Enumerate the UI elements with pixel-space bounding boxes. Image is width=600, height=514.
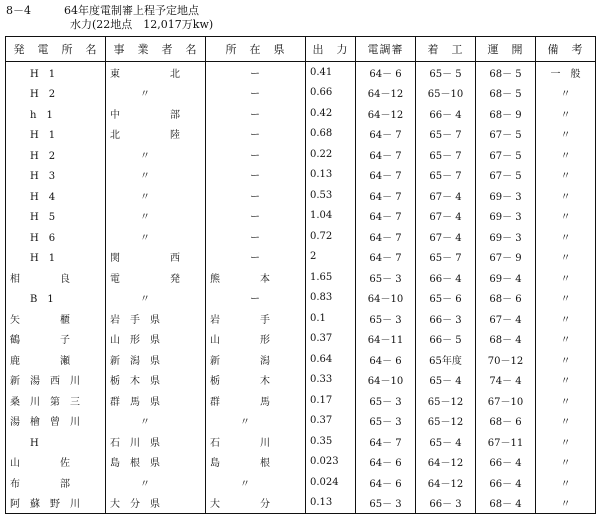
prefecture-cell: ー	[206, 124, 306, 145]
output-cell: 1.65	[306, 267, 356, 288]
table-row	[6, 103, 596, 124]
prefecture-cell: 群 馬	[206, 390, 306, 411]
plant-name-cell: H 2	[6, 83, 106, 104]
operator-cell: 〃	[106, 411, 206, 432]
remarks-cell: 〃	[536, 493, 596, 514]
operator-cell: 〃	[106, 472, 206, 493]
start-date-cell: 66－ 5	[416, 329, 476, 350]
council-date-cell: 64－11	[356, 329, 416, 350]
output-cell: 0.64	[306, 349, 356, 370]
output-cell: 0.17	[306, 390, 356, 411]
remarks-cell: 〃	[536, 124, 596, 145]
table-row	[6, 247, 596, 268]
output-cell: 0.37	[306, 329, 356, 350]
council-date-cell: 64－ 7	[356, 144, 416, 165]
remarks-cell: 〃	[536, 308, 596, 329]
council-date-cell: 65－ 3	[356, 411, 416, 432]
operation-date-cell: 67－ 4	[476, 308, 536, 329]
prefecture-cell: 島 根	[206, 452, 306, 473]
council-date-cell: 64－ 7	[356, 185, 416, 206]
operation-date-cell: 67－ 9	[476, 247, 536, 268]
operator-cell: 〃	[106, 83, 206, 104]
output-cell: 0.72	[306, 226, 356, 247]
table-row	[6, 144, 596, 165]
council-date-cell: 64－ 7	[356, 226, 416, 247]
remarks-cell: 〃	[536, 226, 596, 247]
operator-cell: 〃	[106, 185, 206, 206]
output-cell: 0.024	[306, 472, 356, 493]
plant-name-cell: 矢 櫃	[6, 308, 106, 329]
start-date-cell: 66－ 4	[416, 103, 476, 124]
plant-name-cell: H 1	[6, 247, 106, 268]
council-date-cell: 64－ 7	[356, 206, 416, 227]
prefecture-cell: ー	[206, 185, 306, 206]
operation-date-cell: 68－ 6	[476, 288, 536, 309]
council-date-cell: 64－12	[356, 103, 416, 124]
plant-name-cell: B 1	[6, 288, 106, 309]
remarks-cell: 〃	[536, 185, 596, 206]
table-row	[6, 431, 596, 452]
prefecture-cell: ー	[206, 103, 306, 124]
remarks-cell: 〃	[536, 349, 596, 370]
operation-date-cell: 66－ 4	[476, 472, 536, 493]
operator-cell: 東 北	[106, 62, 206, 83]
council-date-cell: 64－12	[356, 83, 416, 104]
prefecture-cell: 岩 手	[206, 308, 306, 329]
remarks-cell: 〃	[536, 390, 596, 411]
col-header-remarks: 備 考	[536, 37, 596, 62]
plant-name-cell: 阿 蘇 野 川	[6, 493, 106, 514]
council-date-cell: 64－ 6	[356, 452, 416, 473]
remarks-cell: 〃	[536, 247, 596, 268]
remarks-cell: 一 般	[536, 62, 596, 83]
prefecture-cell: 新 潟	[206, 349, 306, 370]
operation-date-cell: 68－ 5	[476, 83, 536, 104]
operator-cell: 岩 手 県	[106, 308, 206, 329]
plant-name-cell: 鹿 瀬	[6, 349, 106, 370]
operation-date-cell: 74－ 4	[476, 370, 536, 391]
col-header-start: 着 工	[416, 37, 476, 62]
remarks-cell: 〃	[536, 83, 596, 104]
col-header-operation: 運 開	[476, 37, 536, 62]
plant-name-cell: H	[6, 431, 106, 452]
operation-date-cell: 68－ 9	[476, 103, 536, 124]
operation-date-cell: 68－ 5	[476, 62, 536, 83]
council-date-cell: 64－ 6	[356, 62, 416, 83]
prefecture-cell: ー	[206, 144, 306, 165]
operator-cell: 新 潟 県	[106, 349, 206, 370]
operator-cell: 〃	[106, 165, 206, 186]
output-cell: 0.023	[306, 452, 356, 473]
table-row	[6, 165, 596, 186]
operation-date-cell: 69－ 3	[476, 206, 536, 227]
operation-date-cell: 70－12	[476, 349, 536, 370]
plant-name-cell: H 6	[6, 226, 106, 247]
prefecture-cell: ー	[206, 83, 306, 104]
col-header-prefecture: 所 在 県	[206, 37, 306, 62]
operator-cell: 〃	[106, 226, 206, 247]
council-date-cell: 64－ 6	[356, 349, 416, 370]
operator-cell: 電 発	[106, 267, 206, 288]
table-row	[6, 206, 596, 227]
col-header-council: 電調審	[356, 37, 416, 62]
council-date-cell: 64－ 7	[356, 247, 416, 268]
plant-name-cell: H 1	[6, 62, 106, 83]
output-cell: 0.83	[306, 288, 356, 309]
output-cell: 0.37	[306, 411, 356, 432]
start-date-cell: 65－ 7	[416, 247, 476, 268]
output-cell: 0.66	[306, 83, 356, 104]
table-number: 8－4	[6, 4, 31, 17]
output-cell: 1.04	[306, 206, 356, 227]
table-row	[6, 62, 596, 83]
table-row	[6, 185, 596, 206]
plant-name-cell: 山 佐	[6, 452, 106, 473]
plant-name-cell: h 1	[6, 103, 106, 124]
start-date-cell: 67－ 4	[416, 206, 476, 227]
table-row	[6, 411, 596, 432]
prefecture-cell: ー	[206, 247, 306, 268]
council-date-cell: 65－ 3	[356, 267, 416, 288]
operation-date-cell: 69－ 3	[476, 185, 536, 206]
start-date-cell: 66－ 3	[416, 308, 476, 329]
operator-cell: 関 西	[106, 247, 206, 268]
plant-name-cell: 新 湯 西 川	[6, 370, 106, 391]
table-row	[6, 472, 596, 493]
operation-date-cell: 67－11	[476, 431, 536, 452]
remarks-cell: 〃	[536, 411, 596, 432]
start-date-cell: 65－ 4	[416, 370, 476, 391]
remarks-cell: 〃	[536, 329, 596, 350]
council-date-cell: 65－ 3	[356, 308, 416, 329]
remarks-cell: 〃	[536, 452, 596, 473]
output-cell: 0.1	[306, 308, 356, 329]
hydro-sites-table	[5, 36, 596, 514]
output-cell: 2	[306, 247, 356, 268]
prefecture-cell: 山 形	[206, 329, 306, 350]
remarks-cell: 〃	[536, 267, 596, 288]
operator-cell: 〃	[106, 288, 206, 309]
operator-cell: 中 部	[106, 103, 206, 124]
col-header-plant: 発 電 所 名	[6, 37, 106, 62]
plant-name-cell: 相 良	[6, 267, 106, 288]
table-row	[6, 83, 596, 104]
council-date-cell: 64－ 7	[356, 431, 416, 452]
prefecture-cell: ー	[206, 226, 306, 247]
plant-name-cell: 鶴 子	[6, 329, 106, 350]
plant-name-cell: 桑 川 第 三	[6, 390, 106, 411]
operation-date-cell: 67－10	[476, 390, 536, 411]
header-row	[6, 37, 596, 62]
output-cell: 0.22	[306, 144, 356, 165]
prefecture-cell: ー	[206, 288, 306, 309]
council-date-cell: 64－ 7	[356, 124, 416, 145]
council-date-cell: 64－ 6	[356, 472, 416, 493]
start-date-cell: 66－ 4	[416, 267, 476, 288]
prefecture-cell: 〃	[206, 411, 306, 432]
remarks-cell: 〃	[536, 431, 596, 452]
table-row	[6, 493, 596, 514]
table-caption	[6, 5, 199, 17]
operation-date-cell: 66－ 4	[476, 452, 536, 473]
table-row	[6, 226, 596, 247]
council-date-cell: 64－10	[356, 370, 416, 391]
prefecture-cell: 〃	[206, 472, 306, 493]
plant-name-cell: H 5	[6, 206, 106, 227]
output-cell: 0.13	[306, 493, 356, 514]
start-date-cell: 65年度	[416, 349, 476, 370]
operator-cell: 山 形 県	[106, 329, 206, 350]
start-date-cell: 65－ 7	[416, 165, 476, 186]
operation-date-cell: 68－ 6	[476, 411, 536, 432]
plant-name-cell: 湯 檜 曾 川	[6, 411, 106, 432]
output-cell: 0.68	[306, 124, 356, 145]
table-row	[6, 308, 596, 329]
table-title: 64年度電制審上程予定地点	[64, 4, 199, 17]
plant-name-cell: H 3	[6, 165, 106, 186]
operation-date-cell: 67－ 5	[476, 124, 536, 145]
start-date-cell: 65－12	[416, 390, 476, 411]
prefecture-cell: 石 川	[206, 431, 306, 452]
operation-date-cell: 68－ 4	[476, 493, 536, 514]
operation-date-cell: 69－ 4	[476, 267, 536, 288]
remarks-cell: 〃	[536, 206, 596, 227]
start-date-cell: 65－ 4	[416, 431, 476, 452]
start-date-cell: 65－ 6	[416, 288, 476, 309]
start-date-cell: 65－ 7	[416, 144, 476, 165]
operation-date-cell: 67－ 5	[476, 144, 536, 165]
remarks-cell: 〃	[536, 370, 596, 391]
plant-name-cell: H 1	[6, 124, 106, 145]
output-cell: 0.13	[306, 165, 356, 186]
start-date-cell: 64－12	[416, 452, 476, 473]
operator-cell: 石 川 県	[106, 431, 206, 452]
output-cell: 0.42	[306, 103, 356, 124]
prefecture-cell: 大 分	[206, 493, 306, 514]
table-row	[6, 390, 596, 411]
council-date-cell: 65－ 3	[356, 390, 416, 411]
start-date-cell: 65－ 5	[416, 62, 476, 83]
remarks-cell: 〃	[536, 288, 596, 309]
start-date-cell: 65－10	[416, 83, 476, 104]
plant-name-cell: 布 部	[6, 472, 106, 493]
prefecture-cell: 栃 木	[206, 370, 306, 391]
operation-date-cell: 69－ 3	[476, 226, 536, 247]
remarks-cell: 〃	[536, 472, 596, 493]
plant-name-cell: H 2	[6, 144, 106, 165]
operator-cell: 北 陸	[106, 124, 206, 145]
output-cell: 0.41	[306, 62, 356, 83]
start-date-cell: 67－ 4	[416, 185, 476, 206]
table-row	[6, 288, 596, 309]
prefecture-cell: ー	[206, 165, 306, 186]
operator-cell: 群 馬 県	[106, 390, 206, 411]
remarks-cell: 〃	[536, 144, 596, 165]
operator-cell: 島 根 県	[106, 452, 206, 473]
output-cell: 0.53	[306, 185, 356, 206]
prefecture-cell: ー	[206, 62, 306, 83]
start-date-cell: 65－ 7	[416, 124, 476, 145]
prefecture-cell: ー	[206, 206, 306, 227]
output-cell: 0.35	[306, 431, 356, 452]
start-date-cell: 67－ 4	[416, 226, 476, 247]
operator-cell: 大 分 県	[106, 493, 206, 514]
table-row	[6, 124, 596, 145]
output-cell: 0.33	[306, 370, 356, 391]
council-date-cell: 64－ 7	[356, 165, 416, 186]
operation-date-cell: 68－ 4	[476, 329, 536, 350]
council-date-cell: 65－ 3	[356, 493, 416, 514]
operator-cell: 〃	[106, 144, 206, 165]
remarks-cell: 〃	[536, 103, 596, 124]
operation-date-cell: 67－ 5	[476, 165, 536, 186]
table-row	[6, 267, 596, 288]
plant-name-cell: H 4	[6, 185, 106, 206]
table-row	[6, 349, 596, 370]
operator-cell: 栃 木 県	[106, 370, 206, 391]
council-date-cell: 64－10	[356, 288, 416, 309]
table-subtitle: 水力(22地点 12,017万kw)	[70, 18, 214, 31]
table-row	[6, 329, 596, 350]
remarks-cell: 〃	[536, 165, 596, 186]
col-header-operator: 事 業 者 名	[106, 37, 206, 62]
start-date-cell: 65－12	[416, 411, 476, 432]
table-row	[6, 370, 596, 391]
start-date-cell: 66－ 3	[416, 493, 476, 514]
start-date-cell: 64－12	[416, 472, 476, 493]
prefecture-cell: 熊 本	[206, 267, 306, 288]
table-row	[6, 452, 596, 473]
col-header-output: 出 力	[306, 37, 356, 62]
operator-cell: 〃	[106, 206, 206, 227]
